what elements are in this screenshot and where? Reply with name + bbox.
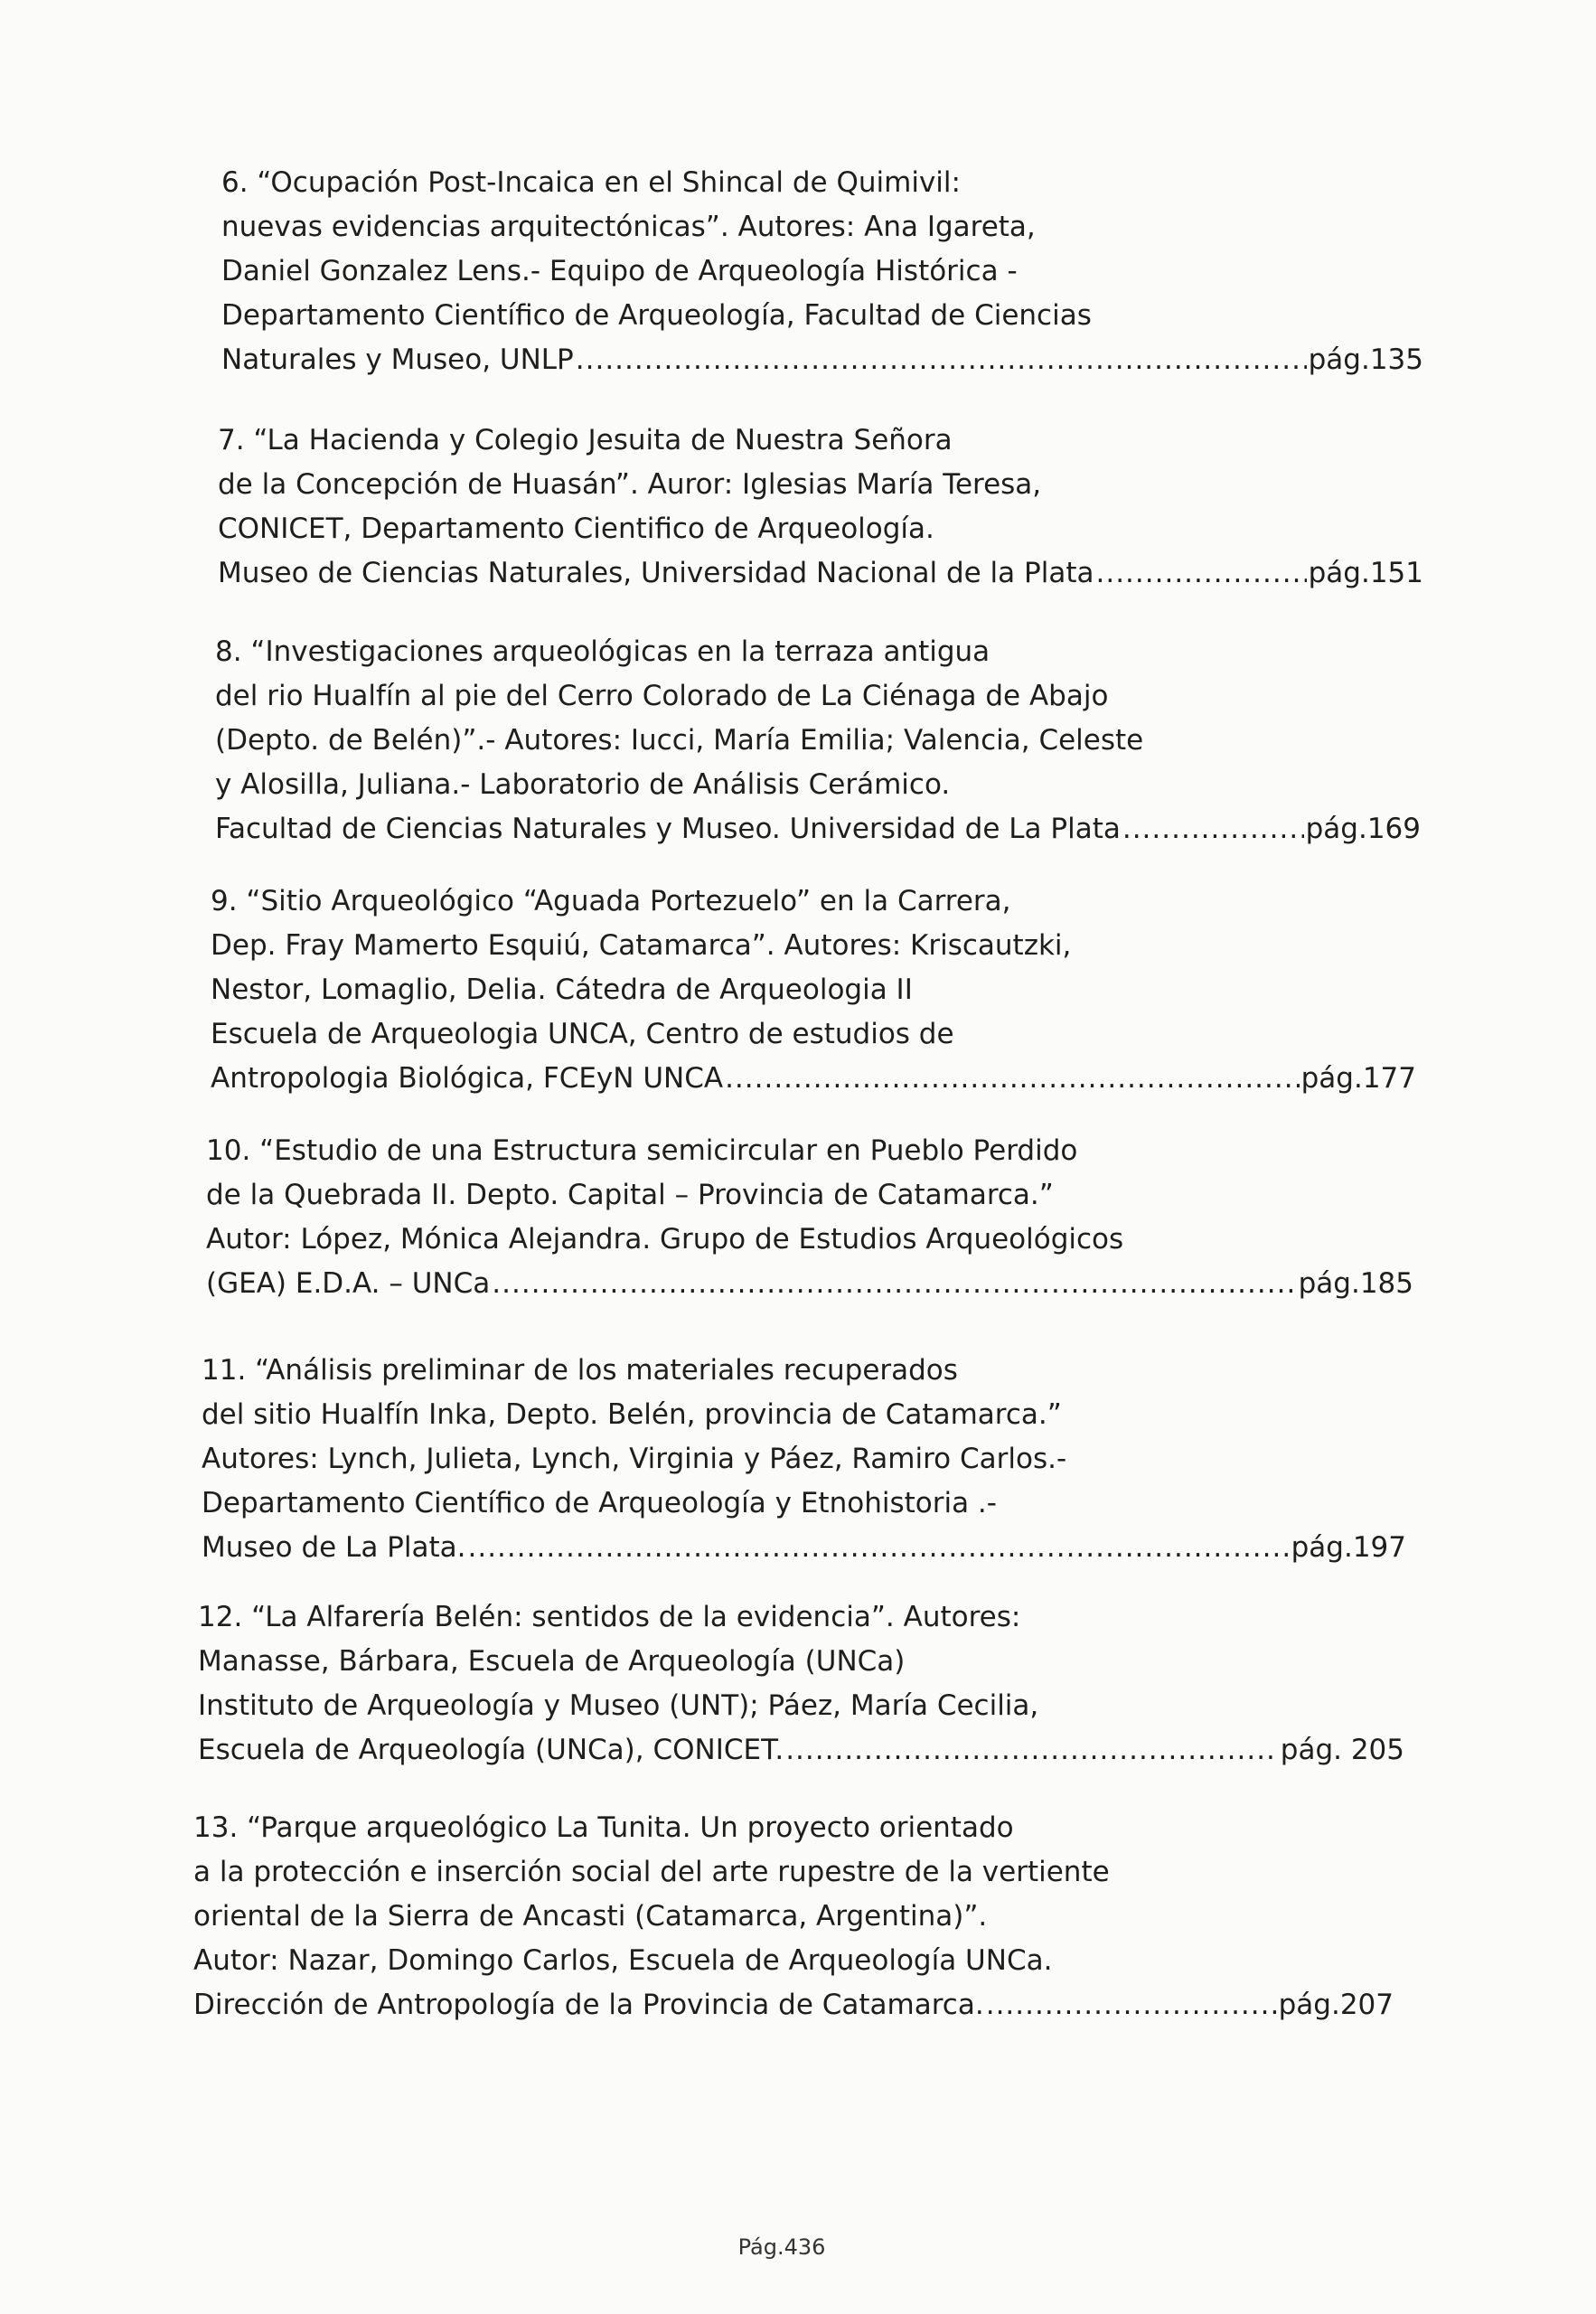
toc-entry (202, 1349, 1406, 1570)
entry-line: 9. “Sitio Arqueológico “Aguada Portezuelo” en la Carrera, (211, 885, 1011, 917)
entry-line: del rio Hualfín al pie del Cerro Colorado de La Ciénaga de Abajo (215, 680, 1109, 712)
entry-affiliation: Dirección de Antropología de la Provincia de Catamarca. (193, 1989, 984, 2021)
toc-entry (198, 1595, 1404, 1773)
entry-line: 12. “La Alfarería Belén: sentidos de la evidencia”. Autores: (198, 1601, 1021, 1633)
toc-entry (215, 630, 1421, 851)
entry-line: Departamento Científico de Arqueología, Facultad de Ciencias (221, 299, 1092, 332)
entry-affiliation: Museo de La Plata. (202, 1531, 466, 1564)
entry-line: Autores: Lynch, Julieta, Lynch, Virginia y Páez, Ramiro Carlos.- (202, 1443, 1067, 1475)
dot-leader (725, 1057, 1300, 1101)
entry-line: 11. “Análisis preliminar de los materiales recuperados (202, 1354, 958, 1387)
entry-affiliation: Naturales y Museo, UNLP (221, 343, 574, 376)
entry-line: nuevas evidencias arquitectónicas”. Autores: Ana Igareta, (221, 211, 1036, 243)
entry-line: de la Quebrada II. Depto. Capital – Provincia de Catamarca.” (206, 1179, 1054, 1211)
entry-last-line (221, 338, 1423, 382)
entry-page-ref: pág.177 (1300, 1062, 1416, 1095)
toc-entry (206, 1129, 1413, 1306)
entry-line: a la protección e inserción social del arte rupestre de la vertiente (193, 1856, 1110, 1888)
entry-last-line (193, 1983, 1394, 2027)
dot-leader (785, 1728, 1279, 1773)
dot-leader (1095, 551, 1306, 596)
entry-page-ref: pág.135 (1308, 343, 1423, 376)
entry-line: Daniel Gonzalez Lens.- Equipo de Arqueología Histórica - (221, 255, 1018, 287)
dot-leader (986, 1983, 1277, 2027)
entry-line: 6. “Ocupación Post-Incaica en el Shincal de Quimivil: (221, 166, 961, 199)
entry-last-line (198, 1728, 1404, 1773)
entry-line: (Depto. de Belén)”.- Autores: Iucci, María Emilia; Valencia, Celeste (215, 724, 1144, 757)
entry-line: Dep. Fray Mamerto Esquiú, Catamarca”. Autores: Kriscautzki, (211, 929, 1072, 962)
toc-entry (221, 161, 1423, 382)
entry-line: Instituto de Arqueología y Museo (UNT); Páez, María Cecilia, (198, 1689, 1039, 1722)
entry-line: Escuela de Arqueologia UNCA, Centro de estudios de (211, 1018, 954, 1050)
entry-affiliation: Museo de Ciencias Naturales, Universidad Nacional de la Plata (218, 557, 1094, 589)
entry-affiliation: Facultad de Ciencias Naturales y Museo. Universidad de La Plata (215, 813, 1121, 845)
dot-leader (1122, 807, 1304, 851)
entry-page-ref: pág.207 (1278, 1989, 1394, 2021)
entry-line: 7. “La Hacienda y Colegio Jesuita de Nuestra Señora (218, 424, 953, 456)
entry-last-line (202, 1526, 1406, 1570)
entry-line: Departamento Científico de Arqueología y Etnohistoria .- (202, 1487, 997, 1519)
entry-line: CONICET, Departamento Cientifico de Arqueología. (218, 513, 934, 545)
dot-leader (492, 1262, 1296, 1306)
entry-affiliation: (GEA) E.D.A. – UNCa (206, 1267, 491, 1300)
entry-line: Nestor, Lomaglio, Delia. Cátedra de Arqueologia II (211, 974, 913, 1006)
toc-entry (193, 1806, 1394, 2027)
toc-entry (218, 419, 1423, 596)
entry-line: del sitio Hualfín Inka, Depto. Belén, provincia de Catamarca.” (202, 1398, 1062, 1431)
entry-line: 10. “Estudio de una Estructura semicircular en Pueblo Perdido (206, 1134, 1078, 1167)
entry-page-ref: pág.151 (1308, 557, 1423, 589)
entry-line: Autor: Nazar, Domingo Carlos, Escuela de Arqueología UNCa. (193, 1944, 1053, 1977)
entry-line: Manasse, Bárbara, Escuela de Arqueología (UNCa) (198, 1645, 906, 1678)
entry-last-line (215, 807, 1421, 851)
entry-page-ref: pág.197 (1291, 1531, 1406, 1564)
dot-leader (576, 338, 1307, 382)
entry-last-line (206, 1262, 1413, 1306)
dot-leader (467, 1526, 1289, 1570)
entry-page-ref: pág. 205 (1280, 1734, 1404, 1766)
entry-affiliation: Antropologia Biológica, FCEyN UNCA (211, 1062, 724, 1095)
entry-line: de la Concepción de Huasán”. Auror: Iglesias María Teresa, (218, 468, 1042, 501)
entry-line: Autor: López, Mónica Alejandra. Grupo de Estudios Arqueológicos (206, 1223, 1124, 1256)
entry-line: 8. “Investigaciones arqueológicas en la terraza antigua (215, 635, 990, 668)
entry-affiliation: Escuela de Arqueología (UNCa), CONICET. (198, 1734, 784, 1766)
page-number: Pág.436 (737, 2234, 826, 2260)
toc-entry (211, 880, 1416, 1101)
entry-line: y Alosilla, Juliana.- Laboratorio de Análisis Cerámico. (215, 768, 951, 801)
entry-last-line (218, 551, 1423, 596)
entry-page-ref: pág.185 (1298, 1267, 1413, 1300)
entry-line: 13. “Parque arqueológico La Tunita. Un proyecto orientado (193, 1811, 1014, 1844)
entry-last-line (211, 1057, 1416, 1101)
entry-line: oriental de la Sierra de Ancasti (Catamarca, Argentina)”. (193, 1900, 988, 1933)
entry-page-ref: pág.169 (1305, 813, 1421, 845)
